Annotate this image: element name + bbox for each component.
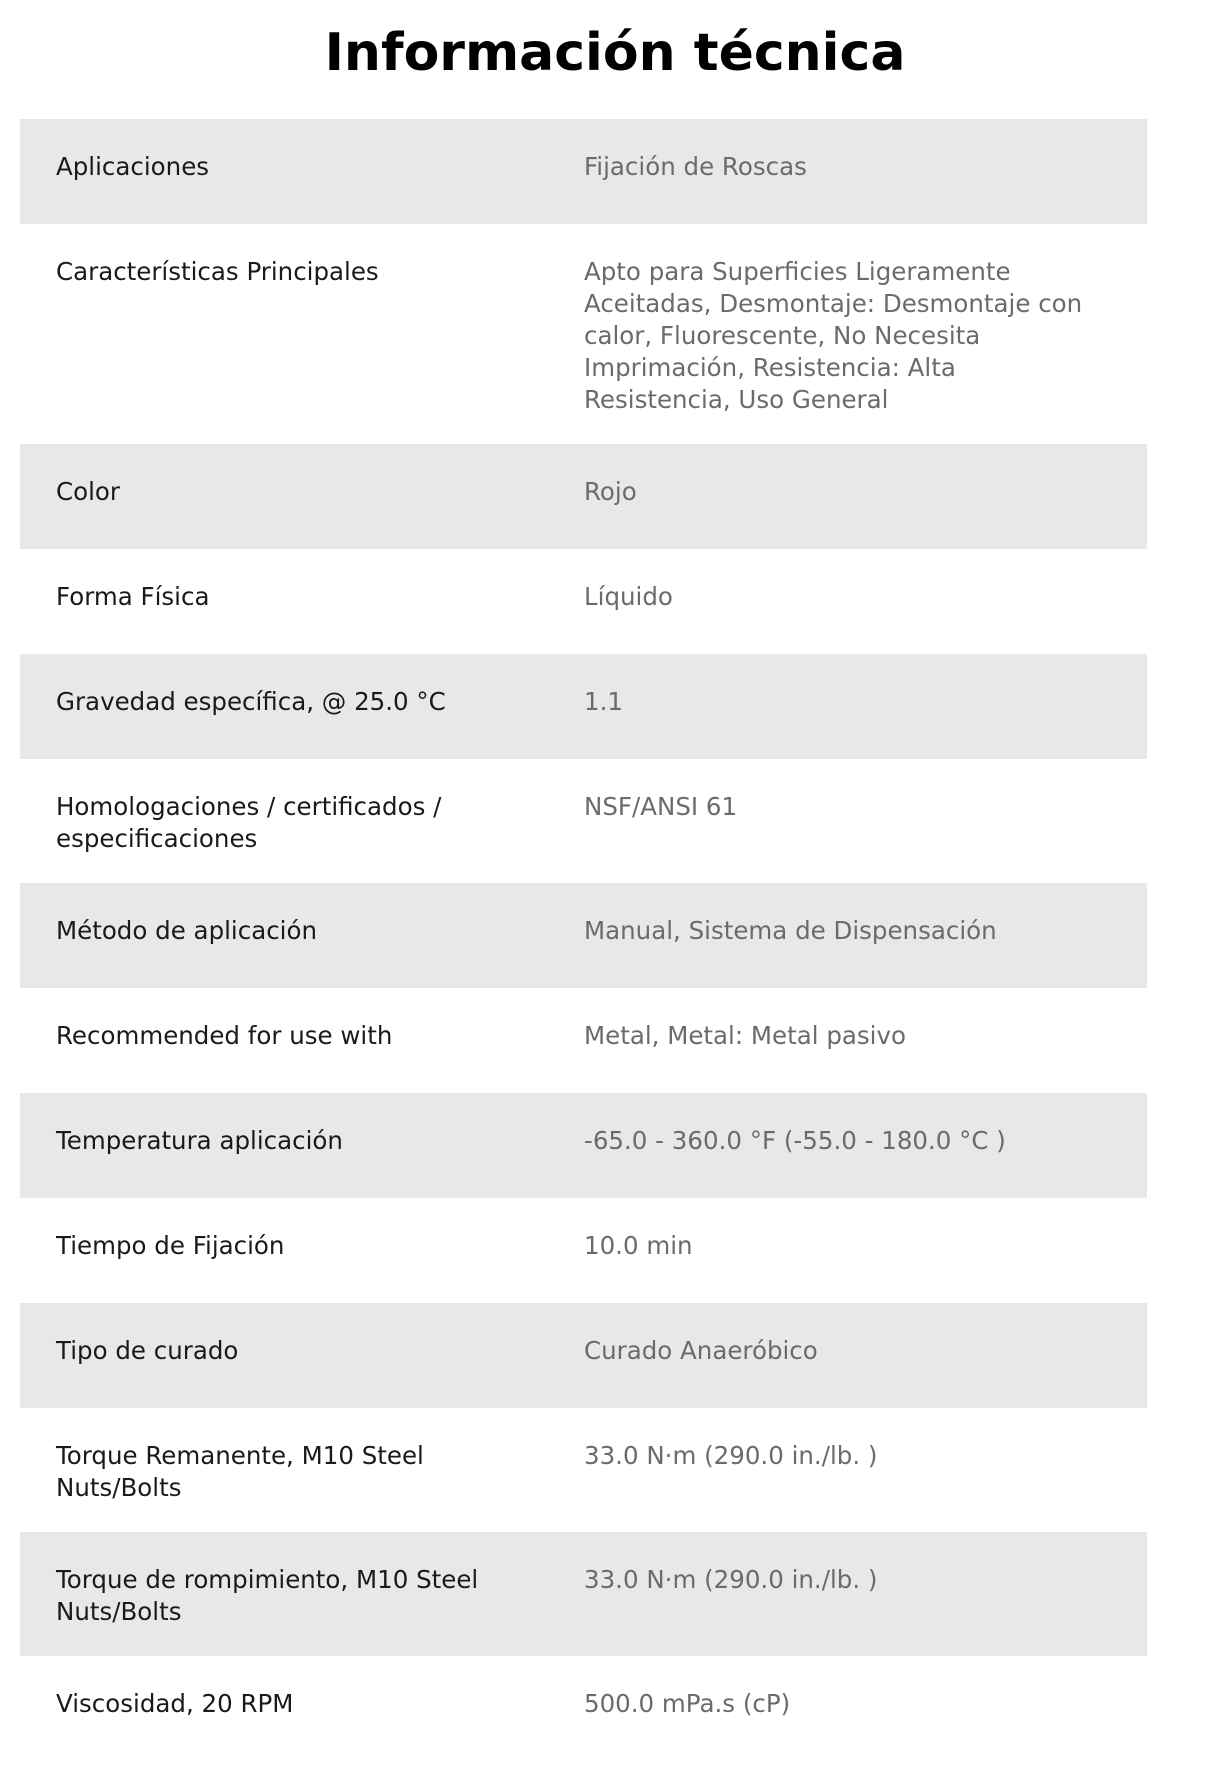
spec-row-viscosidad bbox=[20, 1656, 1147, 1761]
spec-value: 500.0 mPa.s (cP) bbox=[584, 1689, 791, 1718]
spec-table bbox=[20, 119, 1147, 1761]
page-title: Información técnica bbox=[324, 23, 906, 83]
spec-label: Homologaciones / certificados / especificaciones bbox=[56, 792, 442, 853]
spec-value: NSF/ANSI 61 bbox=[584, 792, 738, 821]
spec-row-recommended bbox=[20, 988, 1147, 1093]
spec-row-homologaciones bbox=[20, 759, 1147, 883]
spec-label: Color bbox=[56, 477, 120, 506]
spec-value: 33.0 N·m (290.0 in./lb. ) bbox=[584, 1565, 878, 1594]
spec-value: Curado Anaeróbico bbox=[584, 1336, 818, 1365]
spec-label: Características Principales bbox=[56, 257, 379, 286]
spec-value: -65.0 - 360.0 °F (-55.0 - 180.0 °C ) bbox=[584, 1126, 1006, 1155]
spec-row-color bbox=[20, 444, 1147, 549]
spec-label: Torque Remanente, M10 Steel Nuts/Bolts bbox=[56, 1441, 424, 1502]
spec-label: Tipo de curado bbox=[56, 1336, 239, 1365]
spec-value: 10.0 min bbox=[584, 1231, 693, 1260]
spec-label: Forma Física bbox=[56, 582, 210, 611]
spec-value: 33.0 N·m (290.0 in./lb. ) bbox=[584, 1441, 878, 1470]
spec-row-tiempo bbox=[20, 1198, 1147, 1303]
spec-label: Recommended for use with bbox=[56, 1021, 393, 1050]
spec-value: 1.1 bbox=[584, 687, 623, 716]
spec-label: Método de aplicación bbox=[56, 916, 318, 945]
spec-value: Fijación de Roscas bbox=[584, 152, 807, 181]
spec-row-temperatura bbox=[20, 1093, 1147, 1198]
spec-value: Rojo bbox=[584, 477, 637, 506]
spec-value: Manual, Sistema de Dispensación bbox=[584, 916, 997, 945]
spec-row-forma-fisica bbox=[20, 549, 1147, 654]
spec-row-gravedad bbox=[20, 654, 1147, 759]
spec-label: Tiempo de Fijación bbox=[56, 1231, 285, 1260]
spec-label: Viscosidad, 20 RPM bbox=[56, 1689, 294, 1718]
spec-label: Aplicaciones bbox=[56, 152, 210, 181]
spec-row-torque-remanente bbox=[20, 1408, 1147, 1532]
spec-row-aplicaciones bbox=[20, 119, 1147, 224]
spec-label: Gravedad específica, @ 25.0 °C bbox=[56, 687, 446, 716]
spec-value: Líquido bbox=[584, 582, 673, 611]
spec-row-tipo-curado bbox=[20, 1303, 1147, 1408]
spec-label: Torque de rompimiento, M10 Steel Nuts/Bolts bbox=[56, 1565, 479, 1626]
spec-value: Apto para Superficies Ligeramente Aceitadas, Desmontaje: Desmontaje con calor, Fluorescente, No Necesita Imprimación, Resistencia: Alta Resistencia, Uso General bbox=[584, 257, 1083, 414]
spec-value: Metal, Metal: Metal pasivo bbox=[584, 1021, 906, 1050]
spec-row-torque-rompimiento bbox=[20, 1532, 1147, 1656]
spec-row-metodo bbox=[20, 883, 1147, 988]
spec-label: Temperatura aplicación bbox=[56, 1126, 343, 1155]
spec-row-caracteristicas bbox=[20, 224, 1147, 444]
